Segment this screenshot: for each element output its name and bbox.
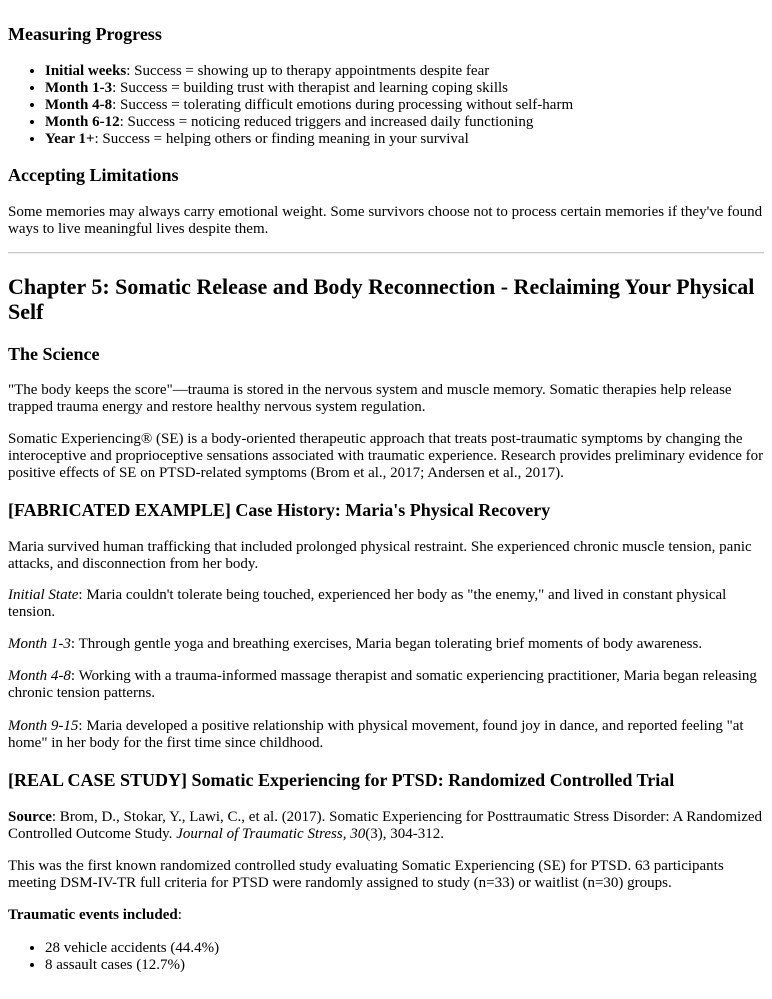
traumatic-events-list bbox=[8, 940, 764, 974]
maria-month-1-3: Month 1-3: Through gentle yoga and breathing exercises, Maria began tolerating brief moments of body awareness. bbox=[8, 636, 703, 652]
study-heading: [REAL CASE STUDY] Somatic Experiencing for PTSD: Randomized Controlled Trial bbox=[8, 770, 675, 790]
measuring-progress-heading: Measuring Progress bbox=[8, 24, 162, 44]
accepting-limitations-heading: Accepting Limitations bbox=[8, 165, 179, 185]
maria-case-heading: [FABRICATED EXAMPLE] Case History: Maria's Physical Recovery bbox=[8, 500, 551, 520]
maria-month-9-15: Month 9-15: Maria developed a positive relationship with physical movement, found joy in dance, and reported feeling "at home" in her body for the first time since childhood. bbox=[8, 718, 744, 751]
list-item: • Month 6-12: Success = noticing reduced triggers and increased daily functioning bbox=[45, 114, 764, 131]
list-item: • 8 assault cases (12.7%) bbox=[45, 957, 764, 974]
chapter-title: Chapter 5: Somatic Release and Body Reconnection - Reclaiming Your Physical Self bbox=[8, 274, 755, 324]
maria-initial-state: Initial State: Maria couldn't tolerate being touched, experienced her body as "the enemy," and lived in constant physical tension. bbox=[8, 587, 727, 620]
limitations-paragraph: Some memories may always carry emotional weight. Some survivors choose not to process certain memories if they've found ways to live meaningful lives despite them. bbox=[8, 204, 763, 237]
traumatic-events-label: Traumatic events included: bbox=[8, 907, 182, 923]
list-item: • Month 1-3: Success = building trust with therapist and learning coping skills bbox=[45, 80, 764, 97]
list-item: • Year 1+: Success = helping others or finding meaning in your survival bbox=[45, 131, 764, 148]
list-item: • Month 4-8: Success = tolerating difficult emotions during processing without self-harm bbox=[45, 97, 764, 114]
study-description: This was the first known randomized controlled study evaluating Somatic Experiencing (SE) for PTSD. 63 participants meeting DSM-IV-TR full criteria for PTSD were randomly assigned to study (n=33) or waitlist (n=30) groups. bbox=[8, 858, 724, 891]
list-item: • 28 vehicle accidents (44.4%) bbox=[45, 940, 764, 957]
science-paragraph-2: Somatic Experiencing® (SE) is a body-oriented therapeutic approach that treats post-traumatic symptoms by changing the interoceptive and proprioceptive sensations associated with traumatic experience. Research provides preliminary evidence for positive effects of SE on PTSD-related symptoms (Brom et al., 2017; Andersen et al., 2017). bbox=[8, 431, 764, 481]
maria-month-4-8: Month 4-8: Working with a trauma-informed massage therapist and somatic experiencing practitioner, Maria began releasing chronic tension patterns. bbox=[8, 668, 757, 701]
study-source: Source: Brom, D., Stokar, Y., Lawi, C., et al. (2017). Somatic Experiencing for Posttraumatic Stress Disorder: A Randomized Controlled Outcome Study. Journal of Traumatic Stress, 30(3), 304-312. bbox=[8, 809, 763, 842]
section-divider bbox=[8, 252, 764, 254]
maria-intro-paragraph: Maria survived human trafficking that included prolonged physical restraint. She experienced chronic muscle tension, panic attacks, and disconnection from her body. bbox=[8, 539, 752, 572]
science-paragraph-1: "The body keeps the score"—trauma is stored in the nervous system and muscle memory. Somatic therapies help release trapped trauma energy and restore healthy nervous system regulation. bbox=[8, 382, 732, 415]
list-item: • Initial weeks: Success = showing up to therapy appointments despite fear bbox=[45, 63, 764, 80]
measuring-progress-list bbox=[8, 63, 764, 148]
science-heading: The Science bbox=[8, 344, 100, 364]
